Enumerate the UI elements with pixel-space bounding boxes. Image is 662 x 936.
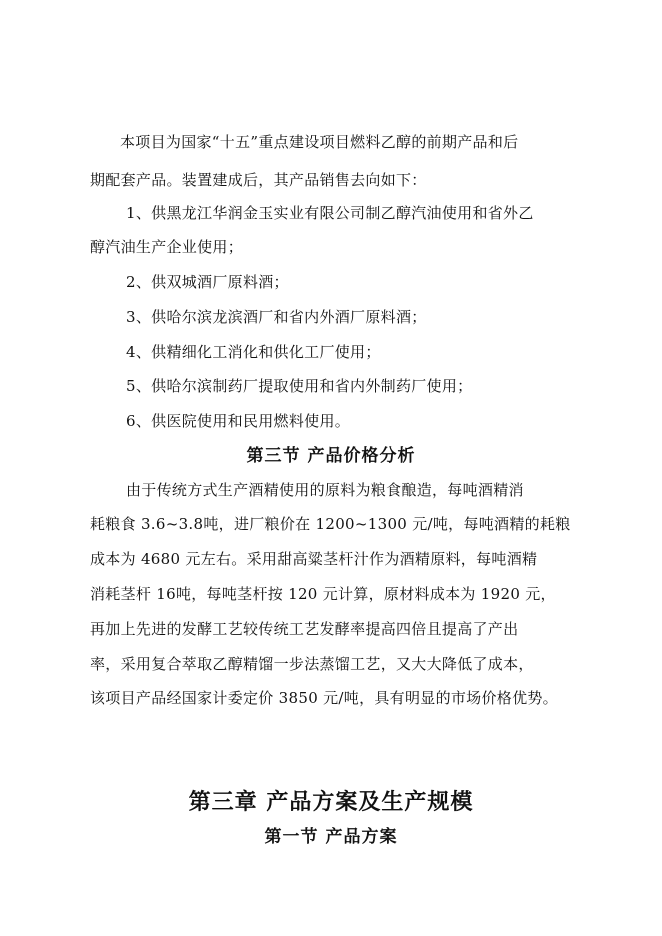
use-item-3: 3、供哈尔滨龙滨酒厂和省内外酒厂原料酒； [126,308,427,326]
price-para-line-3: 成本为 4680 元左右。采用甜高粱茎杆汁作为酒精原料，每吨酒精 [90,550,538,568]
price-para-line-4: 消耗茎杆 16吨，每吨茎杆按 120 元计算，原材料成本为 1920 元， [90,585,556,603]
use-item-5: 5、供哈尔滨制药厂提取使用和省内外制药厂使用； [126,377,473,395]
section-title-price-analysis: 第三节 产品价格分析 [246,446,416,466]
price-para-line-6: 率，采用复合萃取乙醇精馏一步法蒸馏工艺，又大大降低了成本， [90,655,534,673]
price-para-line-7: 该项目产品经国家计委定价 3850 元/吨，具有明显的市场价格优势。 [90,689,558,707]
price-para-line-5: 再加上先进的发酵工艺较传统工艺发酵率提高四倍且提高了产出 [90,620,519,638]
use-item-2: 2、供双城酒厂原料酒； [126,273,289,291]
use-item-6: 6、供医院使用和民用燃料使用。 [126,412,351,430]
use-item-4: 4、供精细化工消化和供化工厂使用； [126,343,381,361]
price-para-line-2: 耗粮食 3.6~3.8吨，进厂粮价在 1200~1300 元/吨，每吨酒精的耗粮 [90,515,571,533]
chapter-title: 第三章 产品方案及生产规模 [188,790,474,815]
intro-line-2: 期配套产品。装置建成后，其产品销售去向如下： [90,171,427,189]
price-para-line-1: 由于传统方式生产酒精使用的原料为粮食酿造，每吨酒精消 [126,481,524,499]
section-title-product-plan: 第一节 产品方案 [264,827,398,847]
intro-line-1: 本项目为国家“十五”重点建设项目燃料乙醇的前期产品和后 [120,133,519,151]
use-item-1-line-1: 1、供黑龙江华润金玉实业有限公司制乙醇汽油使用和省外乙 [126,204,534,222]
use-item-1-line-2: 醇汽油生产企业使用； [90,238,244,256]
